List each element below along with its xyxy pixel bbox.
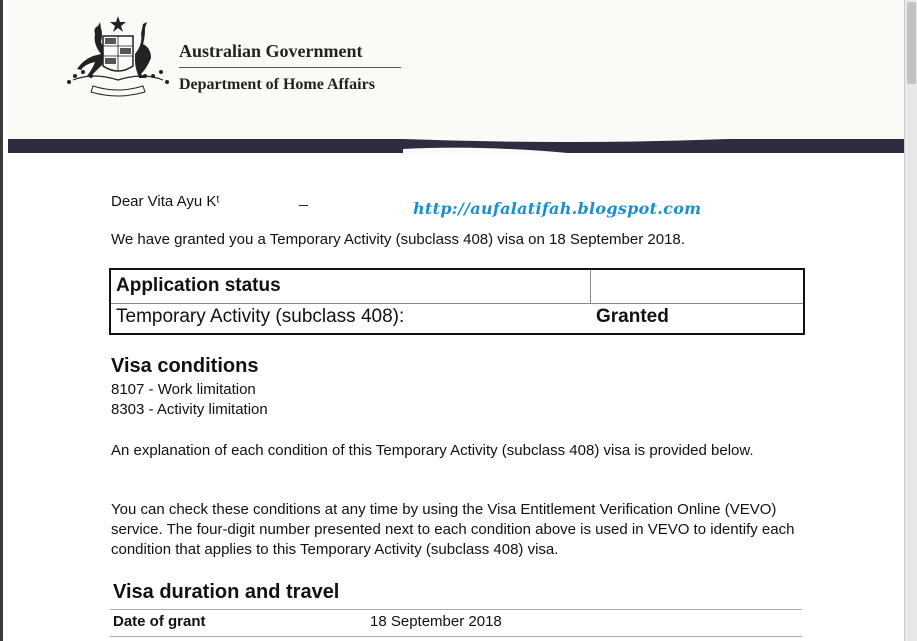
blog-watermark: http://aufalatifah.blogspot.com (413, 199, 702, 218)
condition-item: 8303 - Activity limitation (111, 401, 268, 418)
condition-item: 8107 - Work limitation (111, 381, 256, 398)
visa-type-label: Temporary Activity (subclass 408): (116, 306, 405, 327)
scrollbar-thumb[interactable] (907, 2, 916, 84)
org-name: Australian Government (179, 41, 363, 61)
status-badge: Granted (596, 306, 669, 327)
date-of-grant-value: 18 September 2018 (370, 613, 502, 630)
greeting: Dear Vita Ayu Kᵗ (111, 193, 220, 210)
application-status-box (109, 268, 805, 335)
header-band (8, 139, 905, 153)
page-edge (0, 0, 3, 641)
conditions-explanation: An explanation of each condition of this Temporary Activity (subclass 408) visa is provided below. (111, 442, 754, 459)
vevo-note: You can check these conditions at any time by using the Visa Entitlement Verification Online (VEVO) service. The four-digit number presented next to each condition above is used in VEVO to identify each condition that applies to this Temporary Activity (subclass 408) visa. (111, 501, 795, 558)
conditions-list (111, 380, 268, 420)
letterhead (8, 0, 905, 153)
table-rule (110, 609, 802, 610)
coat-of-arms-icon (63, 14, 173, 100)
date-of-grant-label: Date of grant (113, 613, 206, 630)
vertical-scrollbar[interactable] (904, 0, 917, 641)
department-name: Department of Home Affairs (179, 76, 375, 93)
redaction-mark (299, 205, 308, 206)
org-divider (179, 67, 401, 68)
visa-duration-heading: Visa duration and travel (113, 581, 340, 603)
status-box-divider (590, 270, 591, 303)
table-rule (110, 636, 802, 637)
visa-conditions-heading: Visa conditions (111, 355, 259, 377)
grant-sentence: We have granted you a Temporary Activity (subclass 408) visa on 18 September 2018. (111, 231, 685, 248)
application-status-title: Application status (116, 275, 281, 296)
status-box-rule (111, 303, 803, 304)
